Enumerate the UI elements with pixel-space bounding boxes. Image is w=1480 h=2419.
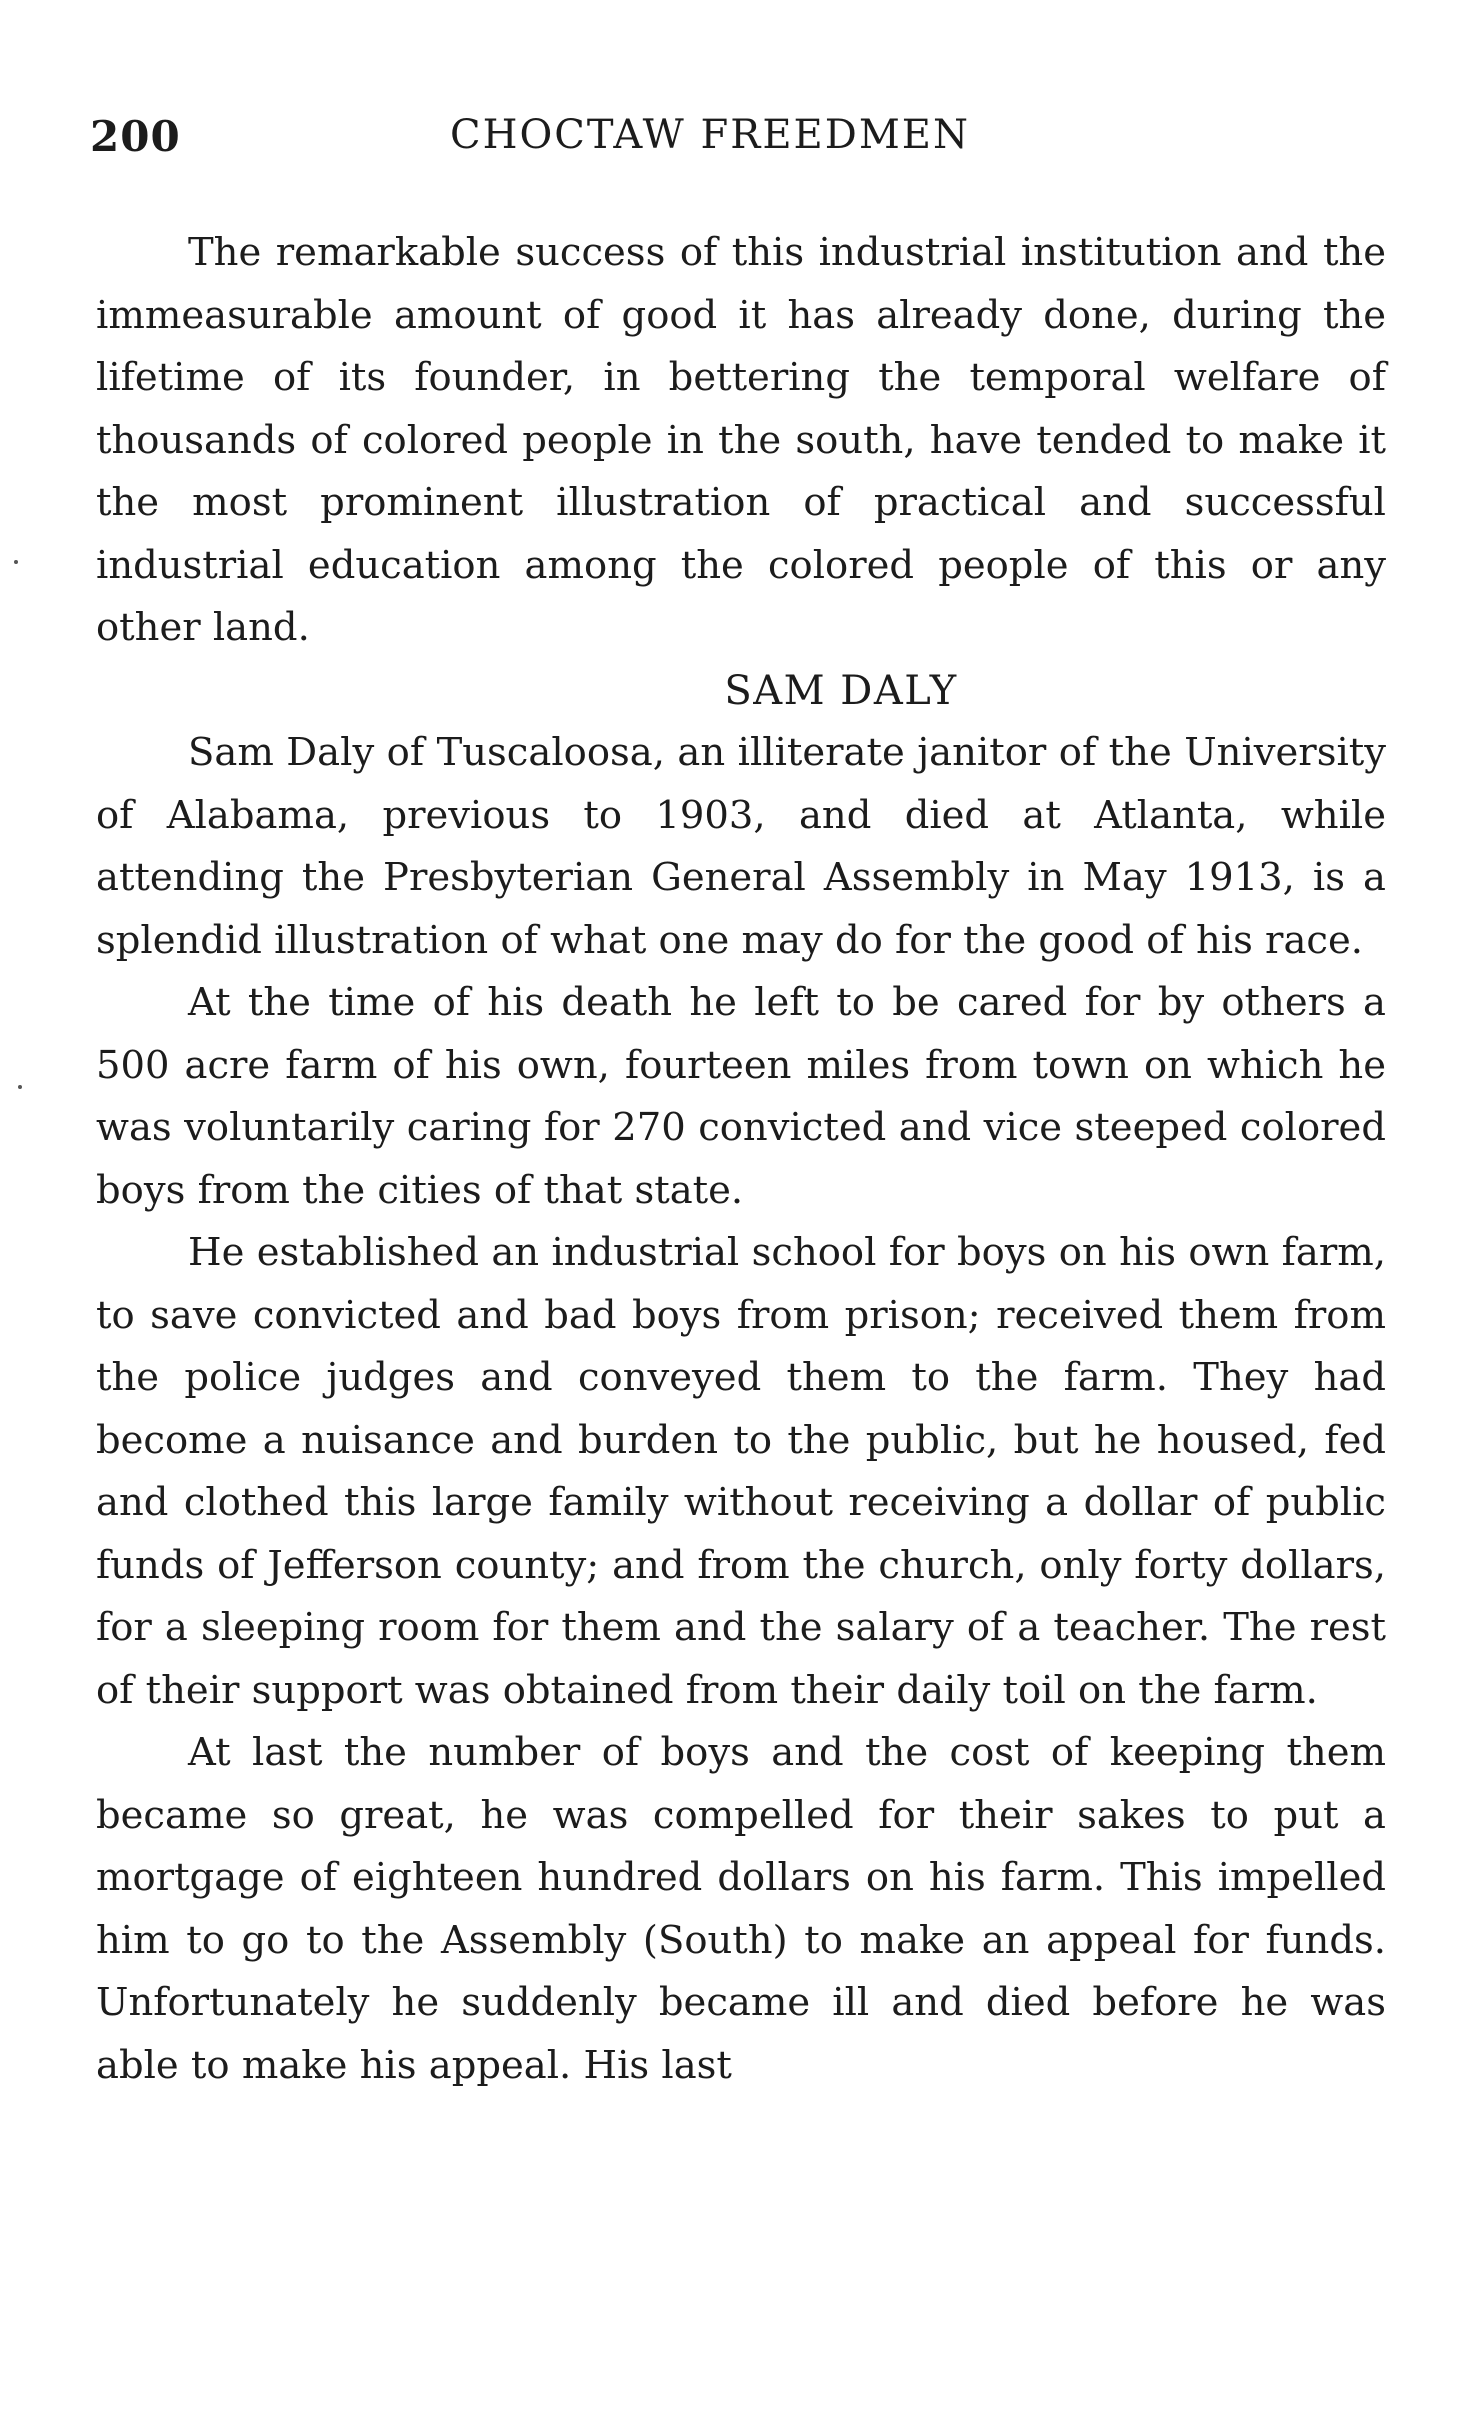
- page-header: [90, 112, 1410, 182]
- running-head: CHOCTAW FREEDMEN: [450, 112, 970, 158]
- paragraph-sam-daly-intro: Sam Daly of Tuscaloosa, an illiterate janitor of the University of Alabama, previous to 1903, and died at Atlanta, while attending the Presbyterian General Assembly in May 1913, is a splendid illustration of what one may do for the good of his race.: [96, 730, 1386, 963]
- paragraph-mortgage-appeal: At last the number of boys and the cost of keeping them became so great, he was compelled for their sakes to put a mortgage of eighteen hundred dollars on his farm. This impelled him to go to the Assembly (South) to make an appeal for funds. Unfortunately he suddenly became ill and died before he was able to make his appeal. His last: [96, 1730, 1386, 2088]
- paragraph-death-farm: At the time of his death he left to be cared for by others a 500 acre farm of his own, fourteen miles from town on which he was voluntarily caring for 270 convicted and vice steeped colored boys from the cities of that state.: [96, 980, 1386, 1213]
- paragraph-industrial-school: He established an industrial school for boys on his own farm, to save convicted and bad boys from prison; received them from the police judges and conveyed them to the farm. They had become a nuisance and burden to the public, but he housed, fed and clothed this large family without receiving a dollar of public funds of Jefferson county; and from the church, only forty dollars, for a sleeping room for them and the salary of a teacher. The rest of their support was obtained from their daily toil on the farm.: [96, 1230, 1386, 1713]
- body-text: [96, 222, 1386, 2097]
- margin-speck: [14, 560, 18, 564]
- paragraph-intro: The remarkable success of this industrial institution and the immeasurable amount of good it has already done, during the lifetime of its founder, in bettering the temporal welfare of thousands of colored people in the south, have tended to make it the most prominent illustration of practical and successful industrial education among the colored people of this or any other land.: [96, 230, 1386, 650]
- section-heading: SAM DALY: [724, 667, 958, 714]
- margin-speck: [18, 1085, 22, 1089]
- page-number: 200: [90, 112, 181, 161]
